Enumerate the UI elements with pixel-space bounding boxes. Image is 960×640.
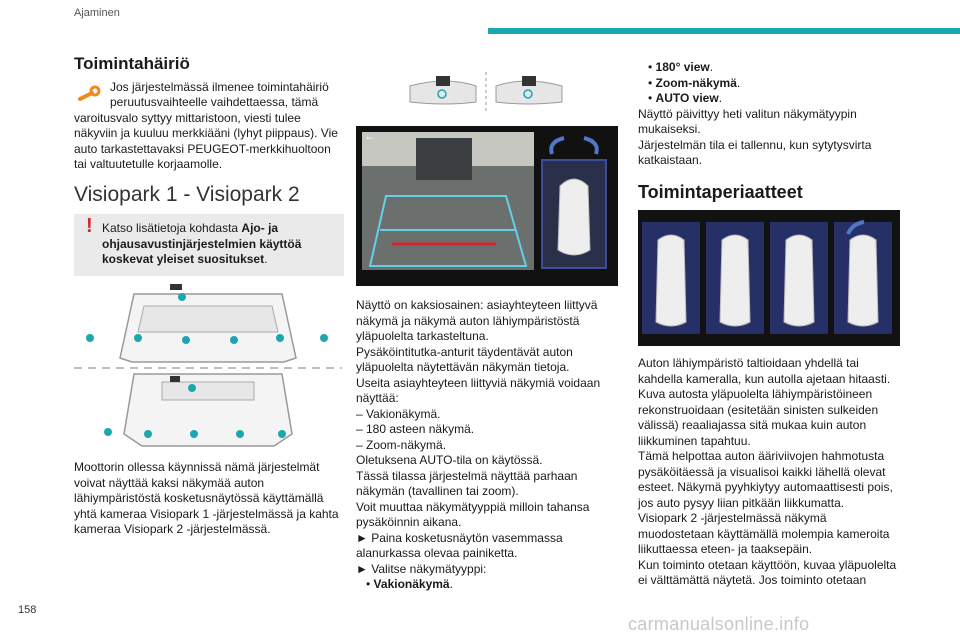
c3-p4: Tämä helpottaa auton ääriviivojen hahmotusta pysäköitäessä ja visualisoi kaikki lähellä olevat esteet. Näkymä pyyhkiytyy automaattisesti pois, jos auto pysyy liian pitkään liikkumatta. [638,449,893,510]
c2-arrow1: ► Paina kosketusnäytön vasemmassa alanurkassa olevaa painiketta. [356,530,563,560]
note-text: Katso lisätietoja kohdasta Ajo- ja ohjausavustinjärjestelmien käyttöä koskevat yleiset suositukset. [102,221,302,266]
wrench-warning-icon [74,81,104,109]
principles-title: Toimintaperiaatteet [638,181,803,202]
view-item-auto: • AUTO view. [648,91,900,107]
view-list-part2 [648,60,900,107]
view-item-180: • 180° view. [648,60,900,76]
column-middle [356,72,618,593]
c2-dash1: – Vakionäkymä. [356,406,441,421]
car-camera-illustration [74,284,344,459]
column-left [74,56,344,538]
c2-p1: Näyttö on kaksiosainen: asiayhteyteen liittyvä näkymä ja näkymä auton lähiympäristöstä yläpuolelta tarkasteltuna. [356,298,598,343]
c2-p6: Voit muuttaa näkymätyyppiä milloin tahansa pysäköinnin aikana. [356,499,590,529]
header-section: Ajaminen [74,7,120,19]
fault-line2: peruutusvaihteelle vaihdettaessa, tämä [110,95,319,109]
header-accent-bar [488,28,960,34]
view-item-standard: • Vakionäkymä. [366,577,618,593]
view-list-part1 [366,577,618,593]
watermark: carmanualsonline.info [628,614,810,634]
c3-p2: Järjestelmän tila ei tallennu, kun sytytysvirta katkaistaan. [638,137,872,167]
c2-dash2: – 180 asteen näkymä. [356,422,475,436]
c2-p5: Tässä tilassa järjestelmä näyttää parhaan näkymän (tavallinen tai zoom). [356,468,578,498]
camera-screen-image [356,126,618,286]
c2-p4: Oletuksena AUTO-tila on käytössä. [356,453,543,467]
fault-title: Toimintahäiriö [74,54,190,73]
c3-p5: Visiopark 2 -järjestelmässä näkymä muodostetaan käyttämällä molempia kameroita liikuttaessa eteen- ja taaksepäin. [638,511,890,556]
visiopark-title: Visiopark 1 - Visiopark 2 [74,182,300,206]
camera-mirror-illustration [406,72,618,126]
c2-dash3: – Zoom-näkymä. [356,437,447,452]
c3-p1: Näyttö päivittyy heti valitun näkymätyypin mukaiseksi. [638,106,857,136]
c2-p2: Pysäköintitutka-anturit täydentävät auton yläpuolelta näytettävän näkymän tietoja. [356,344,573,374]
fault-rest: varoitusvalo syttyy mittaristoon, viesti tulee näkyviin ja kuuluu merkkiääni (lyhyt piippaus). Vie auto tarkastettavaksi PEUGEOT-merkkihuoltoon tai valtuutetulle korjaamolle. [74,110,338,171]
c2-arrow2: ► Valitse näkymätyyppi: [356,561,487,576]
note-box [74,214,344,276]
page-number: 158 [18,604,37,616]
fault-paragraph [74,80,344,173]
visiopark-description: Moottorin ollessa käynnissä nämä järjestelmät voivat näyttää kaksi näkymää auton lähiympäristöstä kosketusnäytössä käyttämällä yhtä kameraa Visiopark 1 -järjestelmässä ja kahta kameraa Visiopark 2 -järjestelmässä. [74,460,339,536]
warning-exclamation-icon: ! [86,215,93,237]
c3-p3: Auton lähiympäristö taltioidaan yhdellä tai kahdella kameralla, kun autolla ajetaan hitaasti. Kuva autosta yläpuolelta lähiympäristöineen rekonstruoidaan (esitetään sinisten sulkeiden välissä) reaaliajassa sitä mukaa kuin auton liikkuminen tapahtuu. [638,356,891,448]
c2-p3: Useita asiayhteyteen liittyviä näkymiä voidaan näyttää: [356,375,601,405]
view-item-zoom: • Zoom-näkymä. [648,76,900,92]
fault-line1: Jos järjestelmässä ilmenee toimintahäiriö [110,79,329,94]
svg-text:←: ← [364,129,376,143]
top-view-illustration [638,210,900,346]
c3-p6: Kun toiminto otetaan käyttöön, kuvaa yläpuolelta ei välttämättä näytetä. Jos toiminto otetaan [638,557,897,587]
column-right [638,60,900,589]
